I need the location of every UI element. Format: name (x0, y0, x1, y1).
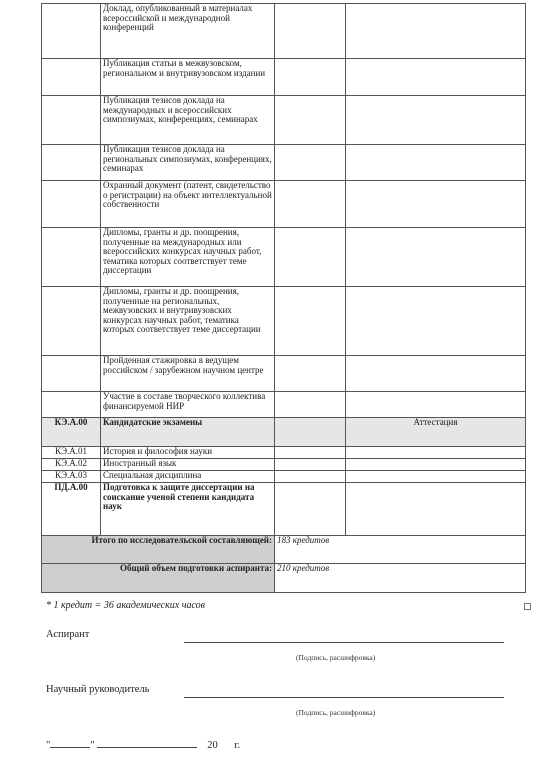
table-row (42, 392, 526, 418)
defense-title: Подготовка к защите диссертации на соискание ученой степени кандидата наук (101, 483, 275, 536)
date-line (46, 738, 240, 751)
row-title: Охранный документ (патент, свидетельство о регистрации) на объект интеллектуальной собственности (101, 181, 275, 228)
exam-code: КЭ.А.01 (42, 447, 101, 459)
credit-footnote: * 1 кредит = 36 академических часов (46, 600, 206, 611)
row-title: Пройденная стажировка в ведущем российском / зарубежном научном центре (101, 356, 275, 392)
total-value: 183 кредитов (275, 536, 526, 564)
total-label: Общий объем подготовки аспиранта: (42, 564, 275, 593)
table-row (42, 356, 526, 392)
date-year: 20 (207, 740, 218, 751)
day-blank (50, 738, 90, 748)
student-signature-line (184, 642, 504, 643)
total-row (42, 564, 526, 593)
table-row (42, 181, 526, 228)
supervisor-signature-hint: (Подпись, расшифровка) (296, 708, 376, 717)
attestation-header: Аттестация (346, 418, 526, 447)
row-title: Дипломы, гранты и др. поощрения, полученные на региональных, межвузовских и внутривузовских конкурсах научных работ, тематика которых соответствует теме диссертации (101, 287, 275, 356)
date-year-suffix: г. (234, 740, 241, 751)
table-row (42, 59, 526, 96)
table-row (42, 145, 526, 181)
row-title: Участие в составе творческого коллектива финансируемой НИР (101, 392, 275, 418)
table-resize-handle[interactable] (524, 603, 531, 610)
row-title: Публикация тезисов доклада на региональных симпозиумах, конференциях, семинарах (101, 145, 275, 181)
exams-header-row (42, 418, 526, 447)
row-title: Публикация тезисов доклада на международных и всероссийских симпозиумах, конференциях, семинарах (101, 96, 275, 145)
student-label: Аспирант (46, 629, 90, 640)
exam-title: Иностранный язык (101, 459, 275, 471)
date-quote-close: " (90, 740, 95, 751)
exams-title: Кандидатские экзамены (101, 418, 275, 447)
supervisor-signature-line (184, 697, 504, 698)
row-title: Дипломы, гранты и др. поощрения, полученные на международных или всероссийских конкурсах научных работ, тематика которых соответствует теме диссертации (101, 228, 275, 287)
table-row (42, 459, 526, 471)
table-row (42, 447, 526, 459)
exam-title: История и философия науки (101, 447, 275, 459)
exam-title: Специальная дисциплина (101, 471, 275, 483)
month-blank (97, 738, 197, 748)
exam-code: КЭ.А.02 (42, 459, 101, 471)
total-value: 210 кредитов (275, 564, 526, 593)
table-row (42, 228, 526, 287)
total-label: Итого по исследовательской составляющей: (42, 536, 275, 564)
exam-code: КЭ.А.03 (42, 471, 101, 483)
exams-code: КЭ.А.00 (42, 418, 101, 447)
table-row (42, 471, 526, 483)
row-title: Публикация статьи в межвузовском, региональном и внутривузовском издании (101, 59, 275, 96)
date-quote-open: " (46, 740, 51, 751)
row-title: Доклад, опубликованный в материалах всероссийской и международной конференций (101, 4, 275, 59)
table-row (42, 96, 526, 145)
table-row (42, 287, 526, 356)
defense-row (42, 483, 526, 536)
supervisor-label: Научный руководитель (46, 684, 150, 695)
student-signature-hint: (Подпись, расшифровка) (296, 653, 376, 662)
research-plan-table (41, 3, 526, 593)
defense-code: ПД.А.00 (42, 483, 101, 536)
total-row (42, 536, 526, 564)
table-row (42, 4, 526, 59)
